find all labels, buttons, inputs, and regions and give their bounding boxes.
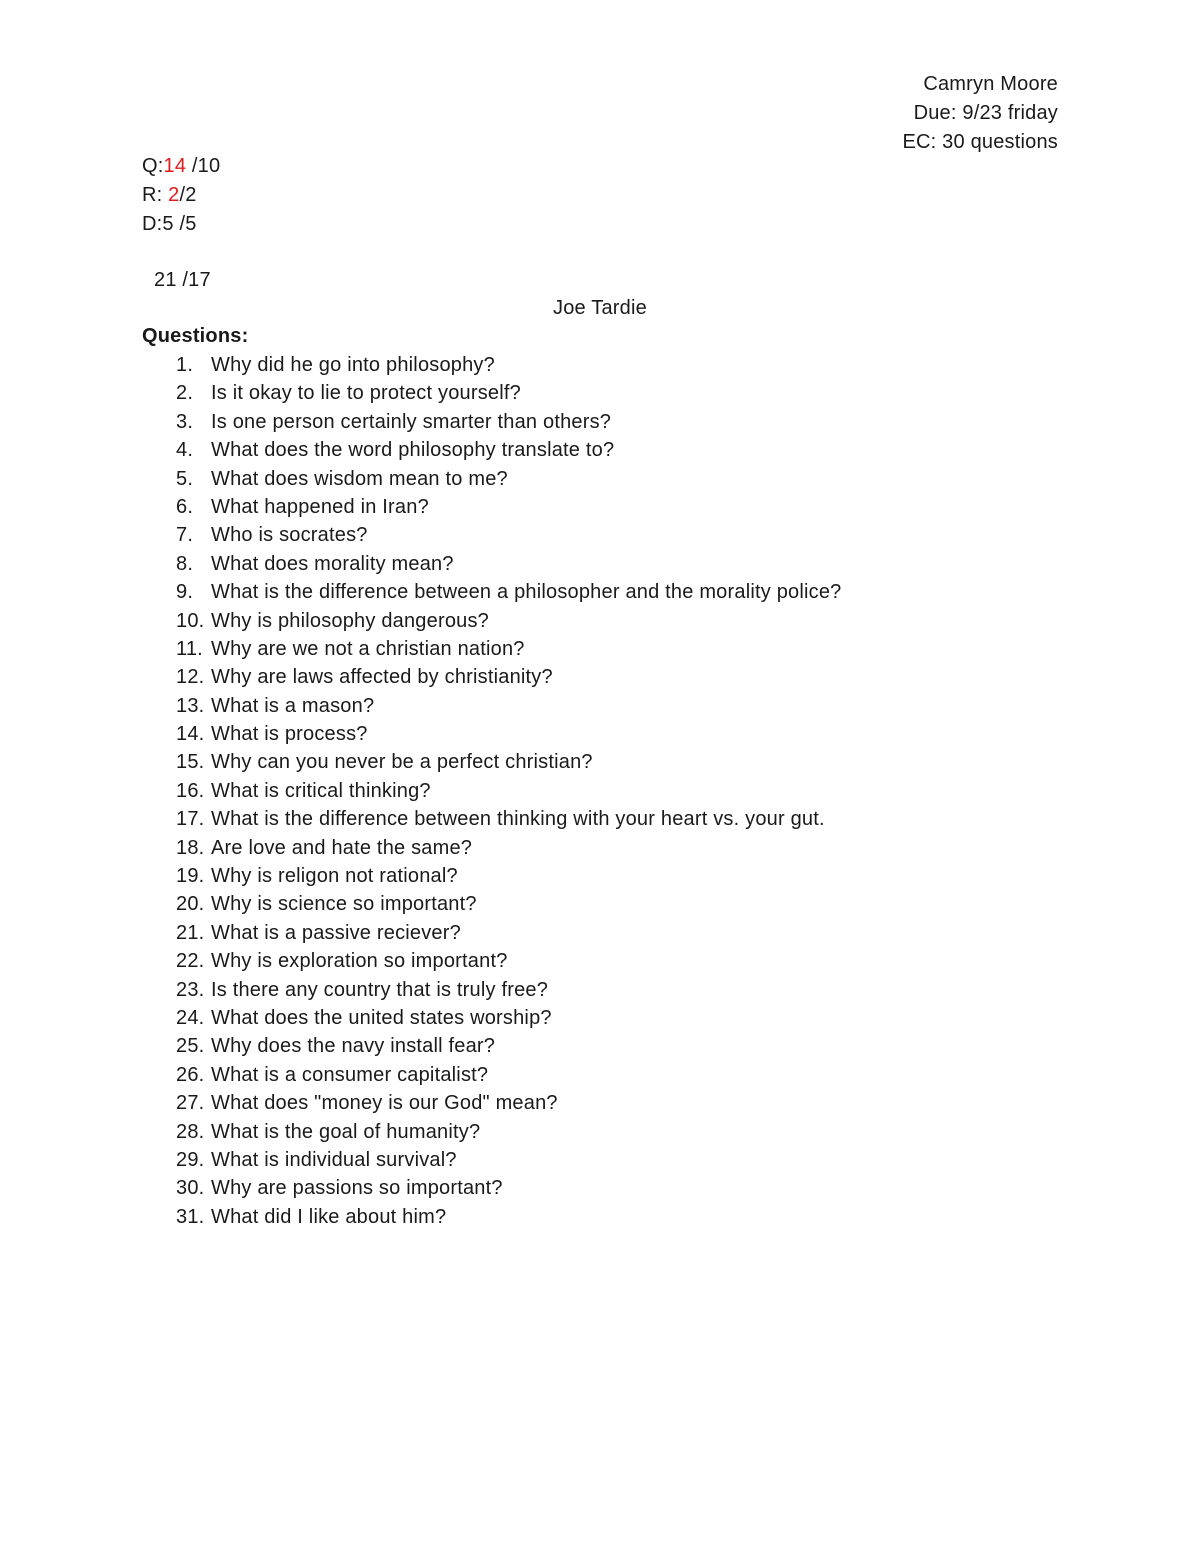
question-number: 10. [176, 609, 205, 632]
header-block [902, 70, 1058, 157]
question-item [176, 1146, 841, 1174]
question-number: 8. [176, 552, 194, 575]
question-text: Why did he go into philosophy? [211, 354, 495, 376]
question-item [176, 890, 841, 918]
score-q-label: Q: [142, 155, 164, 177]
question-item [176, 976, 841, 1004]
question-text: Why is science so important? [211, 893, 477, 916]
question-number: 7. [176, 524, 194, 547]
score-total: 21 /17 [154, 269, 211, 291]
score-q [142, 152, 220, 181]
score-d: D:5 /5 [142, 213, 197, 235]
question-number: 3. [176, 410, 194, 433]
question-number: 9. [176, 581, 194, 604]
question-item [176, 521, 841, 549]
question-item [176, 1004, 841, 1032]
question-text: What did I like about him? [211, 1205, 447, 1228]
question-text: What is the difference between thinking with your heart vs. your gut. [211, 808, 825, 831]
score-q-value: 14 [163, 155, 187, 177]
extra-credit-note: EC: 30 questions [902, 131, 1058, 153]
due-date: Due: 9/23 friday [913, 102, 1058, 124]
questions-heading: Questions: [142, 325, 249, 347]
question-text: Are love and hate the same? [211, 836, 473, 859]
student-name: Camryn Moore [923, 73, 1058, 95]
question-item [176, 635, 841, 663]
score-r [142, 181, 220, 210]
question-item [176, 1061, 841, 1089]
score-q-max: /10 [186, 155, 221, 177]
question-number: 14. [176, 723, 205, 746]
question-text: What is the difference between a philosopher and the morality police? [211, 581, 842, 604]
score-r-label: R: [142, 184, 169, 206]
question-item [176, 351, 841, 379]
question-item [176, 379, 841, 407]
question-item [176, 408, 841, 436]
question-number: 24. [176, 1006, 205, 1029]
question-text: What is individual survival? [211, 1148, 457, 1171]
question-text: What is a passive reciever? [211, 921, 461, 944]
question-item [176, 805, 841, 833]
question-item [176, 1118, 841, 1146]
question-item [176, 1203, 841, 1231]
question-text: Why is exploration so important? [211, 950, 508, 973]
question-item [176, 1032, 841, 1060]
question-number: 4. [176, 439, 194, 462]
questions-list [176, 351, 841, 1231]
question-item [176, 947, 841, 975]
question-text: Why are passions so important? [211, 1177, 503, 1200]
question-item [176, 862, 841, 890]
question-item [176, 550, 841, 578]
question-number: 29. [176, 1148, 205, 1171]
question-text: What is the goal of humanity? [211, 1120, 481, 1143]
question-item [176, 1089, 841, 1117]
question-number: 15. [176, 751, 205, 774]
question-item [176, 465, 841, 493]
question-number: 16. [176, 779, 205, 802]
question-text: What does "money is our God" mean? [211, 1092, 558, 1115]
speaker-name: Joe Tardie [553, 297, 647, 319]
question-number: 20. [176, 893, 205, 916]
question-text: What is process? [211, 723, 368, 746]
question-number: 13. [176, 694, 205, 717]
question-text: What happened in Iran? [211, 495, 429, 518]
question-text: Is one person certainly smarter than others? [211, 410, 612, 433]
question-number: 27. [176, 1092, 205, 1115]
question-text: What is critical thinking? [211, 779, 431, 802]
question-text: Who is socrates? [211, 524, 368, 547]
question-number: 25. [176, 1035, 205, 1058]
question-number: 30. [176, 1177, 205, 1200]
question-item [176, 834, 841, 862]
scores-block [142, 152, 220, 239]
question-text: Why are we not a christian nation? [211, 637, 525, 660]
question-item [176, 436, 841, 464]
question-item [176, 748, 841, 776]
question-number: 5. [176, 467, 194, 490]
question-text: What does morality mean? [211, 552, 454, 575]
question-text: What is a consumer capitalist? [211, 1063, 489, 1086]
question-item [176, 777, 841, 805]
question-text: Is there any country that is truly free? [211, 978, 549, 1001]
question-text: What does wisdom mean to me? [211, 467, 508, 490]
question-number: 31. [176, 1205, 205, 1228]
question-number: 1. [176, 354, 194, 376]
question-item [176, 578, 841, 606]
question-number: 19. [176, 865, 205, 888]
question-text: Why can you never be a perfect christian? [211, 751, 593, 774]
question-item [176, 692, 841, 720]
question-number: 12. [176, 666, 205, 689]
question-number: 22. [176, 950, 205, 973]
question-item [176, 1174, 841, 1202]
question-number: 11. [176, 637, 203, 660]
question-number: 28. [176, 1120, 205, 1143]
question-text: Why are laws affected by christianity? [211, 666, 553, 689]
question-text: What does the word philosophy translate to? [211, 439, 615, 462]
question-text: Why is religon not rational? [211, 865, 458, 888]
question-number: 17. [176, 808, 205, 831]
question-number: 21. [176, 921, 205, 944]
score-r-max: /2 [179, 184, 197, 206]
question-text: Why is philosophy dangerous? [211, 609, 489, 632]
question-item [176, 607, 841, 635]
question-number: 2. [176, 382, 194, 405]
score-r-value: 2 [168, 184, 180, 206]
question-number: 6. [176, 495, 194, 518]
question-text: Why does the navy install fear? [211, 1035, 496, 1058]
question-text: What does the united states worship? [211, 1006, 552, 1029]
question-item [176, 919, 841, 947]
question-number: 18. [176, 836, 205, 859]
question-text: Is it okay to lie to protect yourself? [211, 382, 521, 405]
question-item [176, 493, 841, 521]
question-number: 23. [176, 978, 205, 1001]
question-text: What is a mason? [211, 694, 375, 717]
question-item [176, 663, 841, 691]
question-number: 26. [176, 1063, 205, 1086]
question-item [176, 720, 841, 748]
